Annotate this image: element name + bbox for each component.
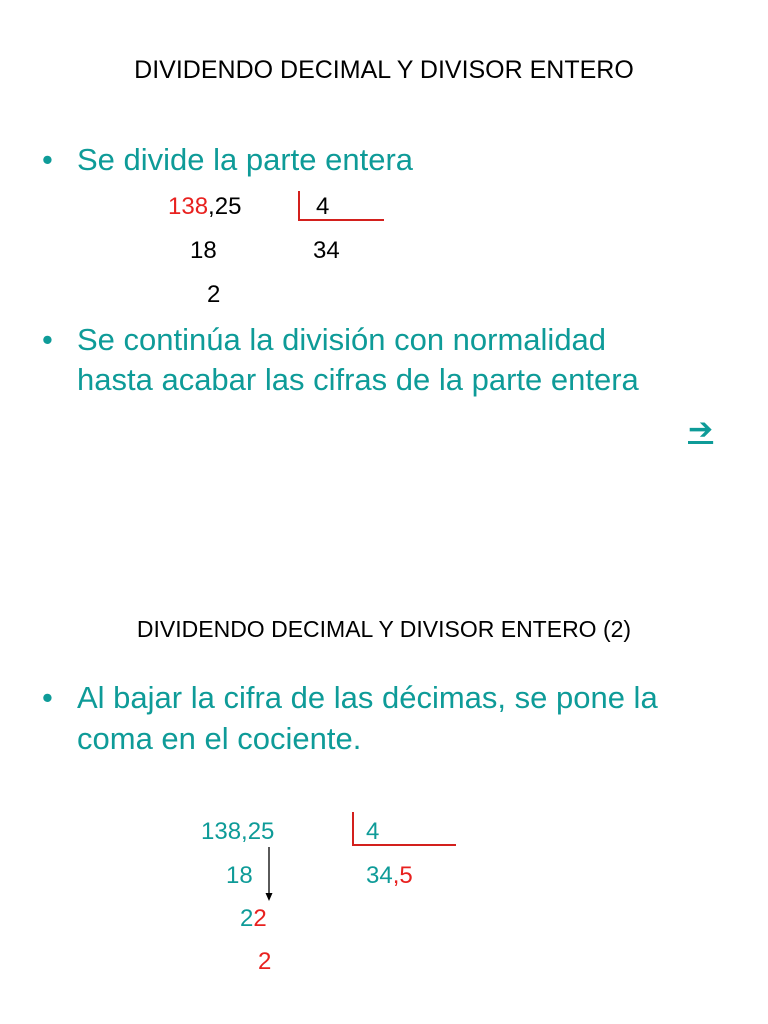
quotient: 34 (313, 237, 340, 264)
dividend-decimal-part: ,25 (208, 193, 242, 220)
remainder: 2 (207, 281, 221, 308)
bring-down-arrow-icon (263, 847, 275, 903)
remainder: 2 (258, 948, 272, 975)
bullet-text-line-2: hasta acabar las cifras de la parte entera (77, 362, 639, 397)
dividend-integer-part: 138 (168, 193, 209, 220)
bullet-dot: • (42, 322, 53, 357)
partial-dividend-2 (240, 905, 267, 933)
division-bracket-vertical (298, 191, 300, 221)
bullet-text-line-2: coma en el cociente. (77, 721, 362, 756)
slide1-title: DIVIDENDO DECIMAL Y DIVISOR ENTERO (134, 56, 634, 84)
bullet-text: Se divide la parte entera (77, 142, 414, 177)
partial-dividend-2-prefix: 2 (240, 905, 254, 932)
divisor: 4 (316, 193, 330, 220)
partial-dividend: 18 (226, 862, 253, 889)
dividend (168, 193, 241, 221)
quotient (366, 862, 413, 890)
division-bracket-vertical (352, 812, 354, 845)
division-bracket-horizontal (298, 219, 384, 221)
bullet-dot: • (42, 142, 53, 177)
dividend: 138,25 (201, 818, 275, 845)
slide2-title: DIVIDENDO DECIMAL Y DIVISOR ENTERO (2) (136, 616, 632, 642)
next-arrow-icon[interactable]: ➔ (688, 413, 714, 446)
bullet-dot: • (42, 680, 53, 715)
divisor: 4 (366, 818, 380, 845)
brought-down-digit: 2 (253, 905, 267, 932)
quotient-integer-part: 34 (366, 862, 393, 889)
quotient-decimal-part: ,5 (392, 862, 413, 889)
bullet-text-line-1: Se continúa la división con normalidad (77, 322, 607, 357)
partial-dividend: 18 (190, 237, 217, 264)
bullet-text-line-1: Al bajar la cifra de las décimas, se pone la (77, 680, 658, 715)
